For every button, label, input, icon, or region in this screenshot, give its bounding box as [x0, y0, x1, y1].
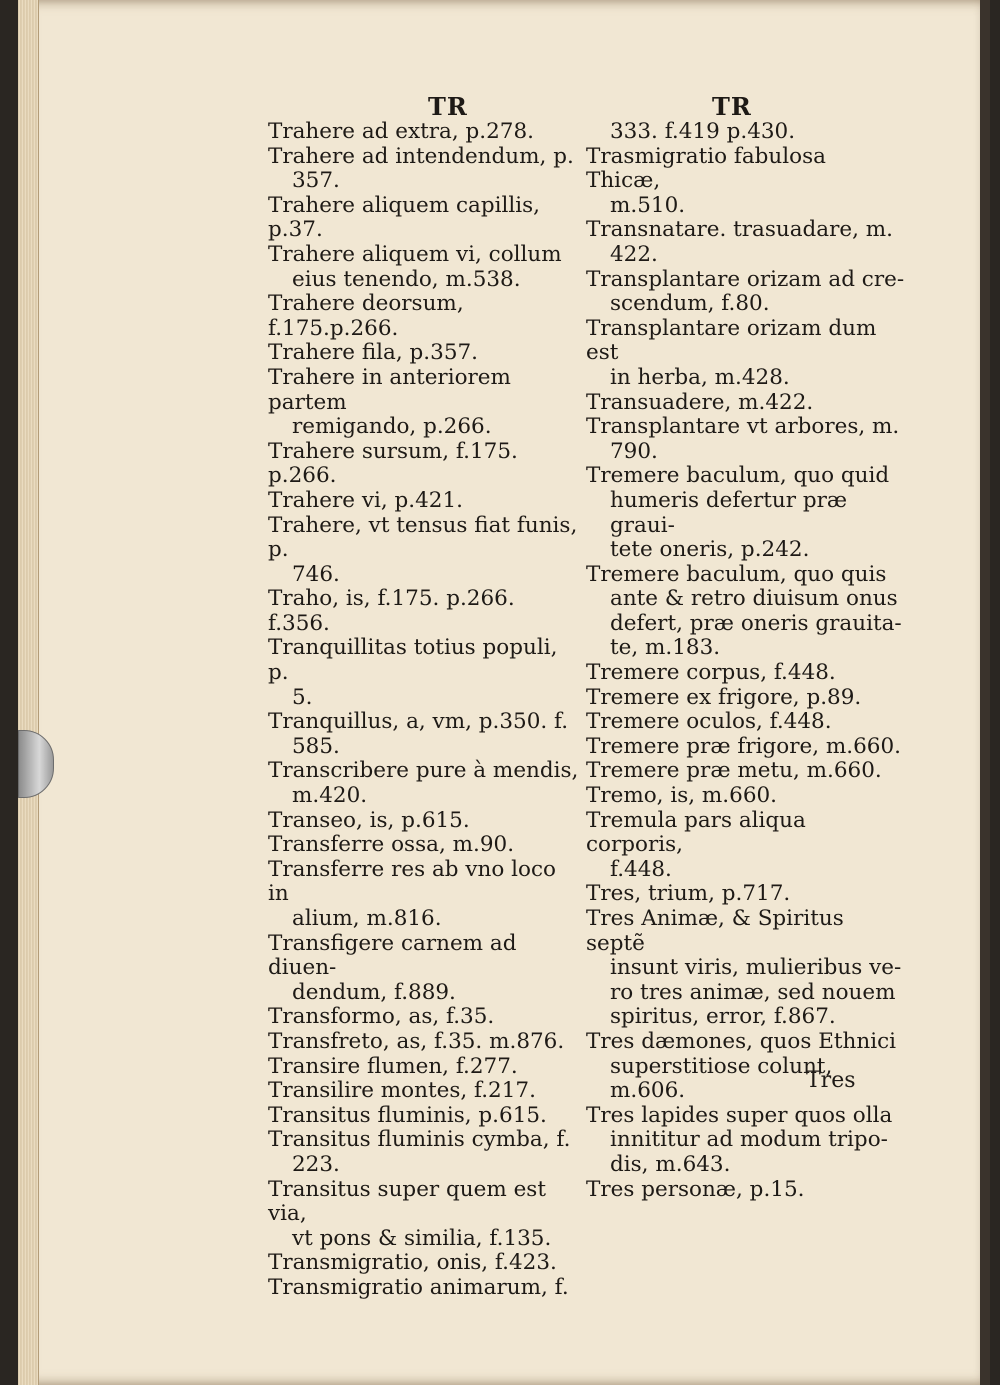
index-line: superstitiose colunt, m.606.: [610, 1053, 833, 1104]
index-line: 223.: [292, 1151, 340, 1177]
index-line: Transilire montes, f.217.: [268, 1078, 536, 1104]
index-line: dis, m.643.: [610, 1151, 731, 1177]
left-column-header: TR: [428, 92, 468, 121]
index-line: insunt viris, mulieribus ve-: [610, 955, 902, 981]
right-column: [586, 92, 906, 1202]
index-line: Tremere præ frigore, m.660.: [586, 733, 901, 759]
index-line: Tremere baculum, quo quis: [586, 561, 887, 587]
index-line: Transformo, as, f.35.: [268, 1004, 495, 1030]
index-line: Tremere oculos, f.448.: [586, 709, 832, 735]
index-line: 790.: [610, 438, 658, 464]
index-line: Trahere fila, p.357.: [268, 340, 479, 366]
index-line: Tremere ex frigore, p.89.: [586, 684, 862, 710]
right-entries: [586, 120, 906, 1202]
index-line: ro tres animæ, sed nouem: [610, 979, 896, 1005]
binding-clip: [18, 730, 54, 798]
index-line: Transuadere, m.422.: [586, 389, 814, 415]
index-line: 5.: [292, 684, 313, 710]
index-line: Transitus fluminis, p.615.: [268, 1102, 547, 1128]
index-line: Transeo, is, p.615.: [268, 807, 470, 833]
index-line: Trasmigratio fabulosa Thicæ,: [586, 143, 826, 194]
index-line: Tremere baculum, quo quid: [586, 463, 890, 489]
catchword: Tres: [806, 1068, 856, 1093]
index-line: m.420.: [292, 783, 368, 809]
index-line: Transmigratio animarum, f.: [268, 1274, 569, 1300]
index-line: Tres personæ, p.15.: [586, 1176, 805, 1202]
index-line: Transplantare orizam dum est: [586, 315, 877, 366]
index-line: 357.: [292, 168, 340, 194]
index-line: Trahere, vt tensus fiat funis, p.: [268, 512, 578, 563]
index-line: Transferre res ab vno loco in: [268, 856, 556, 907]
index-line: Transitus super quem est via,: [268, 1176, 546, 1227]
index-line: Tres, trium, p.717.: [586, 881, 791, 907]
index-line: scendum, f.80.: [610, 291, 770, 317]
index-line: Tres dæmones, quos Ethnici: [586, 1028, 897, 1054]
index-line: Transfreto, as, f.35. m.876.: [268, 1028, 565, 1054]
index-line: 422.: [610, 241, 658, 267]
index-line: alium, m.816.: [292, 906, 442, 931]
index-line: Tremere corpus, f.448.: [586, 660, 836, 686]
index-line: Transcribere pure à mendis,: [268, 758, 579, 784]
index-line: Transire flumen, f.277.: [268, 1053, 518, 1079]
index-line: Transfigere carnem ad diuen-: [268, 930, 517, 981]
left-column: [268, 92, 580, 1301]
index-line: Trahere in anteriorem partem: [268, 364, 511, 415]
index-line: remigando, p.266.: [292, 414, 492, 440]
index-line: Tremere præ metu, m.660.: [586, 758, 882, 784]
index-line: Transplantare orizam ad cre-: [586, 266, 905, 292]
index-line: Tremo, is, m.660.: [586, 783, 778, 809]
index-line: Transitus fluminis cymba, f.: [268, 1127, 571, 1153]
index-line: m.510.: [610, 192, 686, 218]
index-line: Traho, is, f.175. p.266. f.356.: [268, 586, 515, 636]
index-line: Transnatare. trasuadare, m.: [586, 217, 894, 243]
index-line: Tres lapides super quos olla: [586, 1102, 893, 1128]
index-line: Transmigratio, onis, f.423.: [268, 1250, 557, 1276]
index-line: te, m.183.: [610, 635, 721, 661]
index-line: Trahere aliquem capillis, p.37.: [268, 192, 540, 243]
index-line: Trahere sursum, f.175. p.266.: [268, 438, 518, 489]
index-line: dendum, f.889.: [292, 979, 456, 1005]
index-line: defert, præ oneris grauita-: [610, 610, 902, 636]
index-line: Transferre ossa, m.90.: [268, 832, 515, 858]
index-line: Trahere ad extra, p.278.: [268, 119, 534, 144]
left-entries: [268, 120, 580, 1301]
index-line: Tremula pars aliqua corporis,: [586, 807, 806, 858]
index-line: vt pons & similia, f.135.: [292, 1225, 552, 1251]
index-line: Tranquillus, a, vm, p.350. f.: [268, 709, 569, 735]
right-page-edge: [980, 0, 990, 1385]
index-line: Transplantare vt arbores, m.: [586, 414, 900, 440]
index-line: spiritus, error, f.867.: [610, 1004, 836, 1030]
index-line: eius tenendo, m.538.: [292, 266, 521, 292]
index-line: 585.: [292, 733, 340, 759]
index-line: Trahere aliquem vi, collum: [268, 241, 562, 267]
index-line: Tres Animæ, & Spiritus septẽ: [586, 906, 844, 956]
index-line: humeris defertur præ graui-: [610, 487, 848, 538]
index-line: Trahere deorsum, f.175.p.266.: [268, 291, 464, 341]
index-line: Tranquillitas totius populi, p.: [268, 635, 558, 686]
index-line: Trahere ad intendendum, p.: [268, 143, 574, 169]
right-column-header: TR: [712, 92, 752, 121]
index-line: 746.: [292, 561, 340, 587]
index-line: in herba, m.428.: [610, 364, 790, 390]
index-line: f.448.: [610, 856, 672, 882]
index-line: Trahere vi, p.421.: [268, 487, 464, 513]
page-edges: [18, 0, 39, 1385]
index-line: ante & retro diuisum onus: [610, 586, 898, 612]
index-line: innititur ad modum tripo-: [610, 1127, 888, 1153]
index-line: tete oneris, p.242.: [610, 537, 810, 563]
index-line: 333. f.419 p.430.: [610, 119, 796, 144]
